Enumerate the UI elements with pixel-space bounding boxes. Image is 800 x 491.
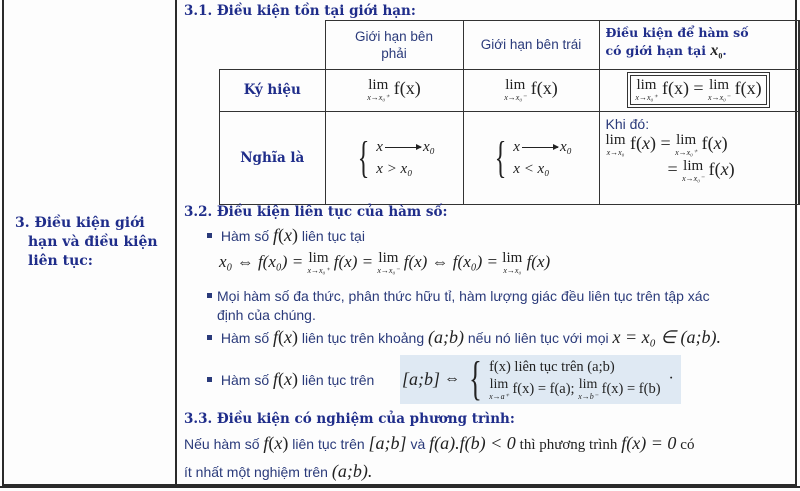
right-limit-meaning: { x x₀ x > x₀ bbox=[325, 111, 463, 204]
bullet-continuity-at-point: Hàm số f(x) liên tục tại bbox=[207, 225, 365, 246]
condition-boxed-equation: lim x→x₀⁺ f(x) = lim x→x₀⁻ f(x) bbox=[599, 69, 799, 111]
bullet-elementary-functions: Mọi hàm số đa thức, phân thức hữu tỉ, hàm lượng giác đều liên tục trên tập xác định của chúng. bbox=[207, 287, 710, 325]
khi-do-label: Khi đó: bbox=[605, 115, 650, 132]
header-condition: Điều kiện để hàm số có giới hạn tại $x_0$. bbox=[599, 21, 799, 70]
row-label-meaning: Nghĩa là bbox=[220, 111, 326, 204]
header-left-limit: Giới hạn bên trái bbox=[463, 21, 599, 70]
header-right-limit: Giới hạn bên phải bbox=[325, 21, 463, 70]
left-limit-notation: lim x→x₀⁻ f(x) bbox=[463, 69, 599, 111]
continuity-equation: x₀ ⇔ f(x₀) = lim x→x₀⁺ f(x) = lim x→x₀⁻ f(x) ⇔ f(x₀) = lim x→x₀ f(x) bbox=[219, 250, 551, 275]
bullet-icon bbox=[207, 233, 212, 238]
row-label-notation: Ký hiệu bbox=[220, 69, 326, 111]
empty-corner-cell bbox=[220, 21, 326, 70]
bullet-continuity-open-interval: Hàm số f(x) liên tục trên khoảng (a;b) nếu nó liên tục với mọi x = x₀ ∈ (a;b). bbox=[207, 327, 721, 348]
bottom-border bbox=[0, 486, 800, 488]
bullet-icon bbox=[207, 293, 212, 298]
bullet-icon bbox=[207, 335, 212, 340]
bullet-icon bbox=[207, 377, 212, 382]
section-title bbox=[15, 214, 170, 271]
arrow-icon bbox=[385, 147, 421, 148]
section-title-line1: 3. Điều kiện giới bbox=[15, 215, 145, 231]
condition-consequence: Khi đó: lim x→x₀ f(x) = lim x→x₀⁺ f(x) = lim x→x₀⁻ f(x) bbox=[599, 111, 799, 204]
heading-3-3: 3.3. Điều kiện có nghiệm của phương trình: bbox=[184, 411, 515, 427]
limit-existence-table bbox=[219, 20, 800, 205]
section-title-line3: liên tục: bbox=[28, 253, 93, 269]
section-title-line2: hạn và điều kiện bbox=[28, 234, 158, 250]
right-limit-notation: lim x→x₀⁺ f(x) bbox=[325, 69, 463, 111]
heading-3-1: 3.1. Điều kiện tồn tại giới hạn: bbox=[184, 3, 416, 19]
root-condition-line1: Nếu hàm số f(x) liên tục trên [a;b] và f(a).f(b) < 0 thì phương trình f(x) = 0 có bbox=[184, 433, 695, 453]
left-limit-meaning: { x x₀ x < x₀ bbox=[463, 111, 599, 204]
arrow-icon bbox=[522, 147, 558, 148]
column-divider bbox=[175, 0, 177, 486]
heading-3-2: 3.2. Điều kiện liên tục của hàm số: bbox=[184, 204, 448, 220]
root-condition-line2: ít nhất một nghiệm trên (a;b). bbox=[184, 461, 373, 481]
bullet-continuity-closed-interval: Hàm số f(x) liên tục trên bbox=[207, 369, 374, 390]
closed-interval-system: [a;b] ⇔ { f(x) liên tục trên (a;b) lim x→a⁺ f(x) = f(a); lim x→b⁻ f(x) = f(b) · bbox=[402, 352, 674, 405]
